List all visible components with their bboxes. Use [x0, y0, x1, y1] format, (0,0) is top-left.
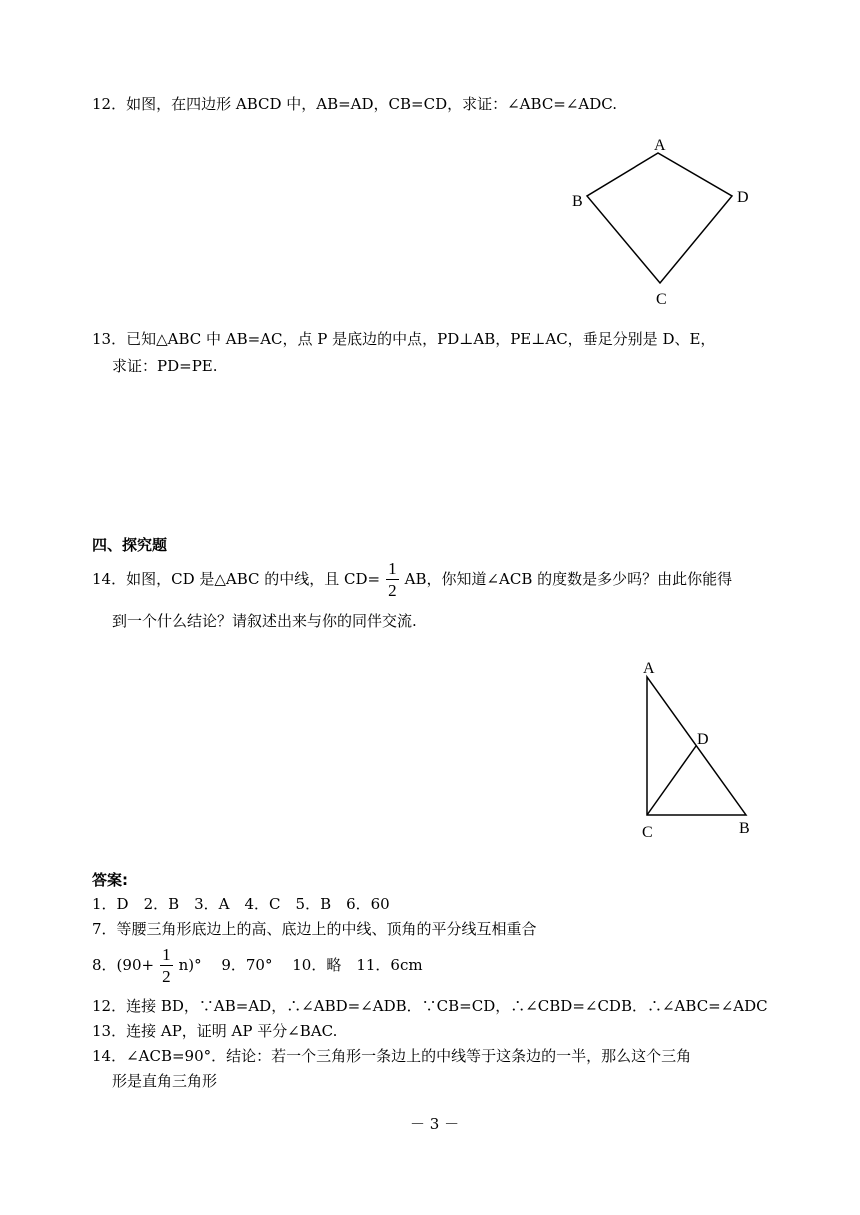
question-14-line2: 到一个什么结论？请叙述出来与你的同伴交流. [112, 612, 417, 630]
tri-label-a: A [643, 660, 655, 677]
answers-line-4: 12．连接 BD，∵AB=AD，∴∠ABD=∠ADB．∵CB=CD，∴∠CBD=∠CDB．∴∠ABC=∠ADC [92, 997, 768, 1015]
fraction-denominator: 2 [388, 580, 397, 600]
answers-line-7: 形是直角三角形 [112, 1072, 218, 1090]
quad-label-a: A [654, 137, 666, 154]
question-13-line2: 求证：PD=PE. [112, 357, 218, 375]
section-heading: 四、探究题 [92, 536, 168, 554]
answers-heading: 答案: [92, 871, 128, 889]
quad-label-d: D [737, 189, 749, 206]
quad-label-b: B [572, 193, 583, 210]
question-13-line1: 13．已知△ABC 中 AB=AC，点 P 是底边的中点，PD⊥AB，PE⊥AC，垂足分别是 D、E， [92, 330, 716, 348]
fraction-denominator: 2 [162, 966, 171, 986]
page-number: － 3 － [410, 1115, 460, 1133]
answer-8-pre: 8．(90+ [92, 956, 155, 974]
answers-line-1: 1．D 2．B 3．A 4．C 5．B 6．60 [92, 895, 390, 913]
answers-line-5: 13．连接 AP，证明 AP 平分∠BAC. [92, 1022, 338, 1040]
answer-8-fraction [160, 945, 173, 988]
tri-label-c: C [642, 824, 653, 841]
fraction-numerator: 1 [162, 944, 171, 964]
answer-8-post: n)° 9．70° 10．略 11．6cm [178, 956, 423, 974]
question-12-text: 12．如图，在四边形 ABCD 中，AB=AD，CB=CD，求证：∠ABC=∠ADC. [92, 95, 618, 113]
answers-line-6: 14．∠ACB=90°．结论：若一个三角形一条边上的中线等于这条边的一半，那么这个三角 [92, 1047, 692, 1065]
fraction-numerator: 1 [388, 558, 397, 578]
tri-label-d: D [697, 731, 709, 748]
quad-label-c: C [656, 291, 667, 308]
tri-label-b: B [739, 820, 750, 837]
q14-text-post: AB，你知道∠ACB 的度数是多少吗？由此你能得 [404, 570, 733, 588]
q14-text-pre: 14．如图，CD 是△ABC 的中线，且 CD= [92, 570, 381, 588]
answers-line-2: 7．等腰三角形底边上的高、底边上的中线、顶角的平分线互相重合 [92, 920, 537, 938]
answers-line-3 [92, 944, 423, 988]
